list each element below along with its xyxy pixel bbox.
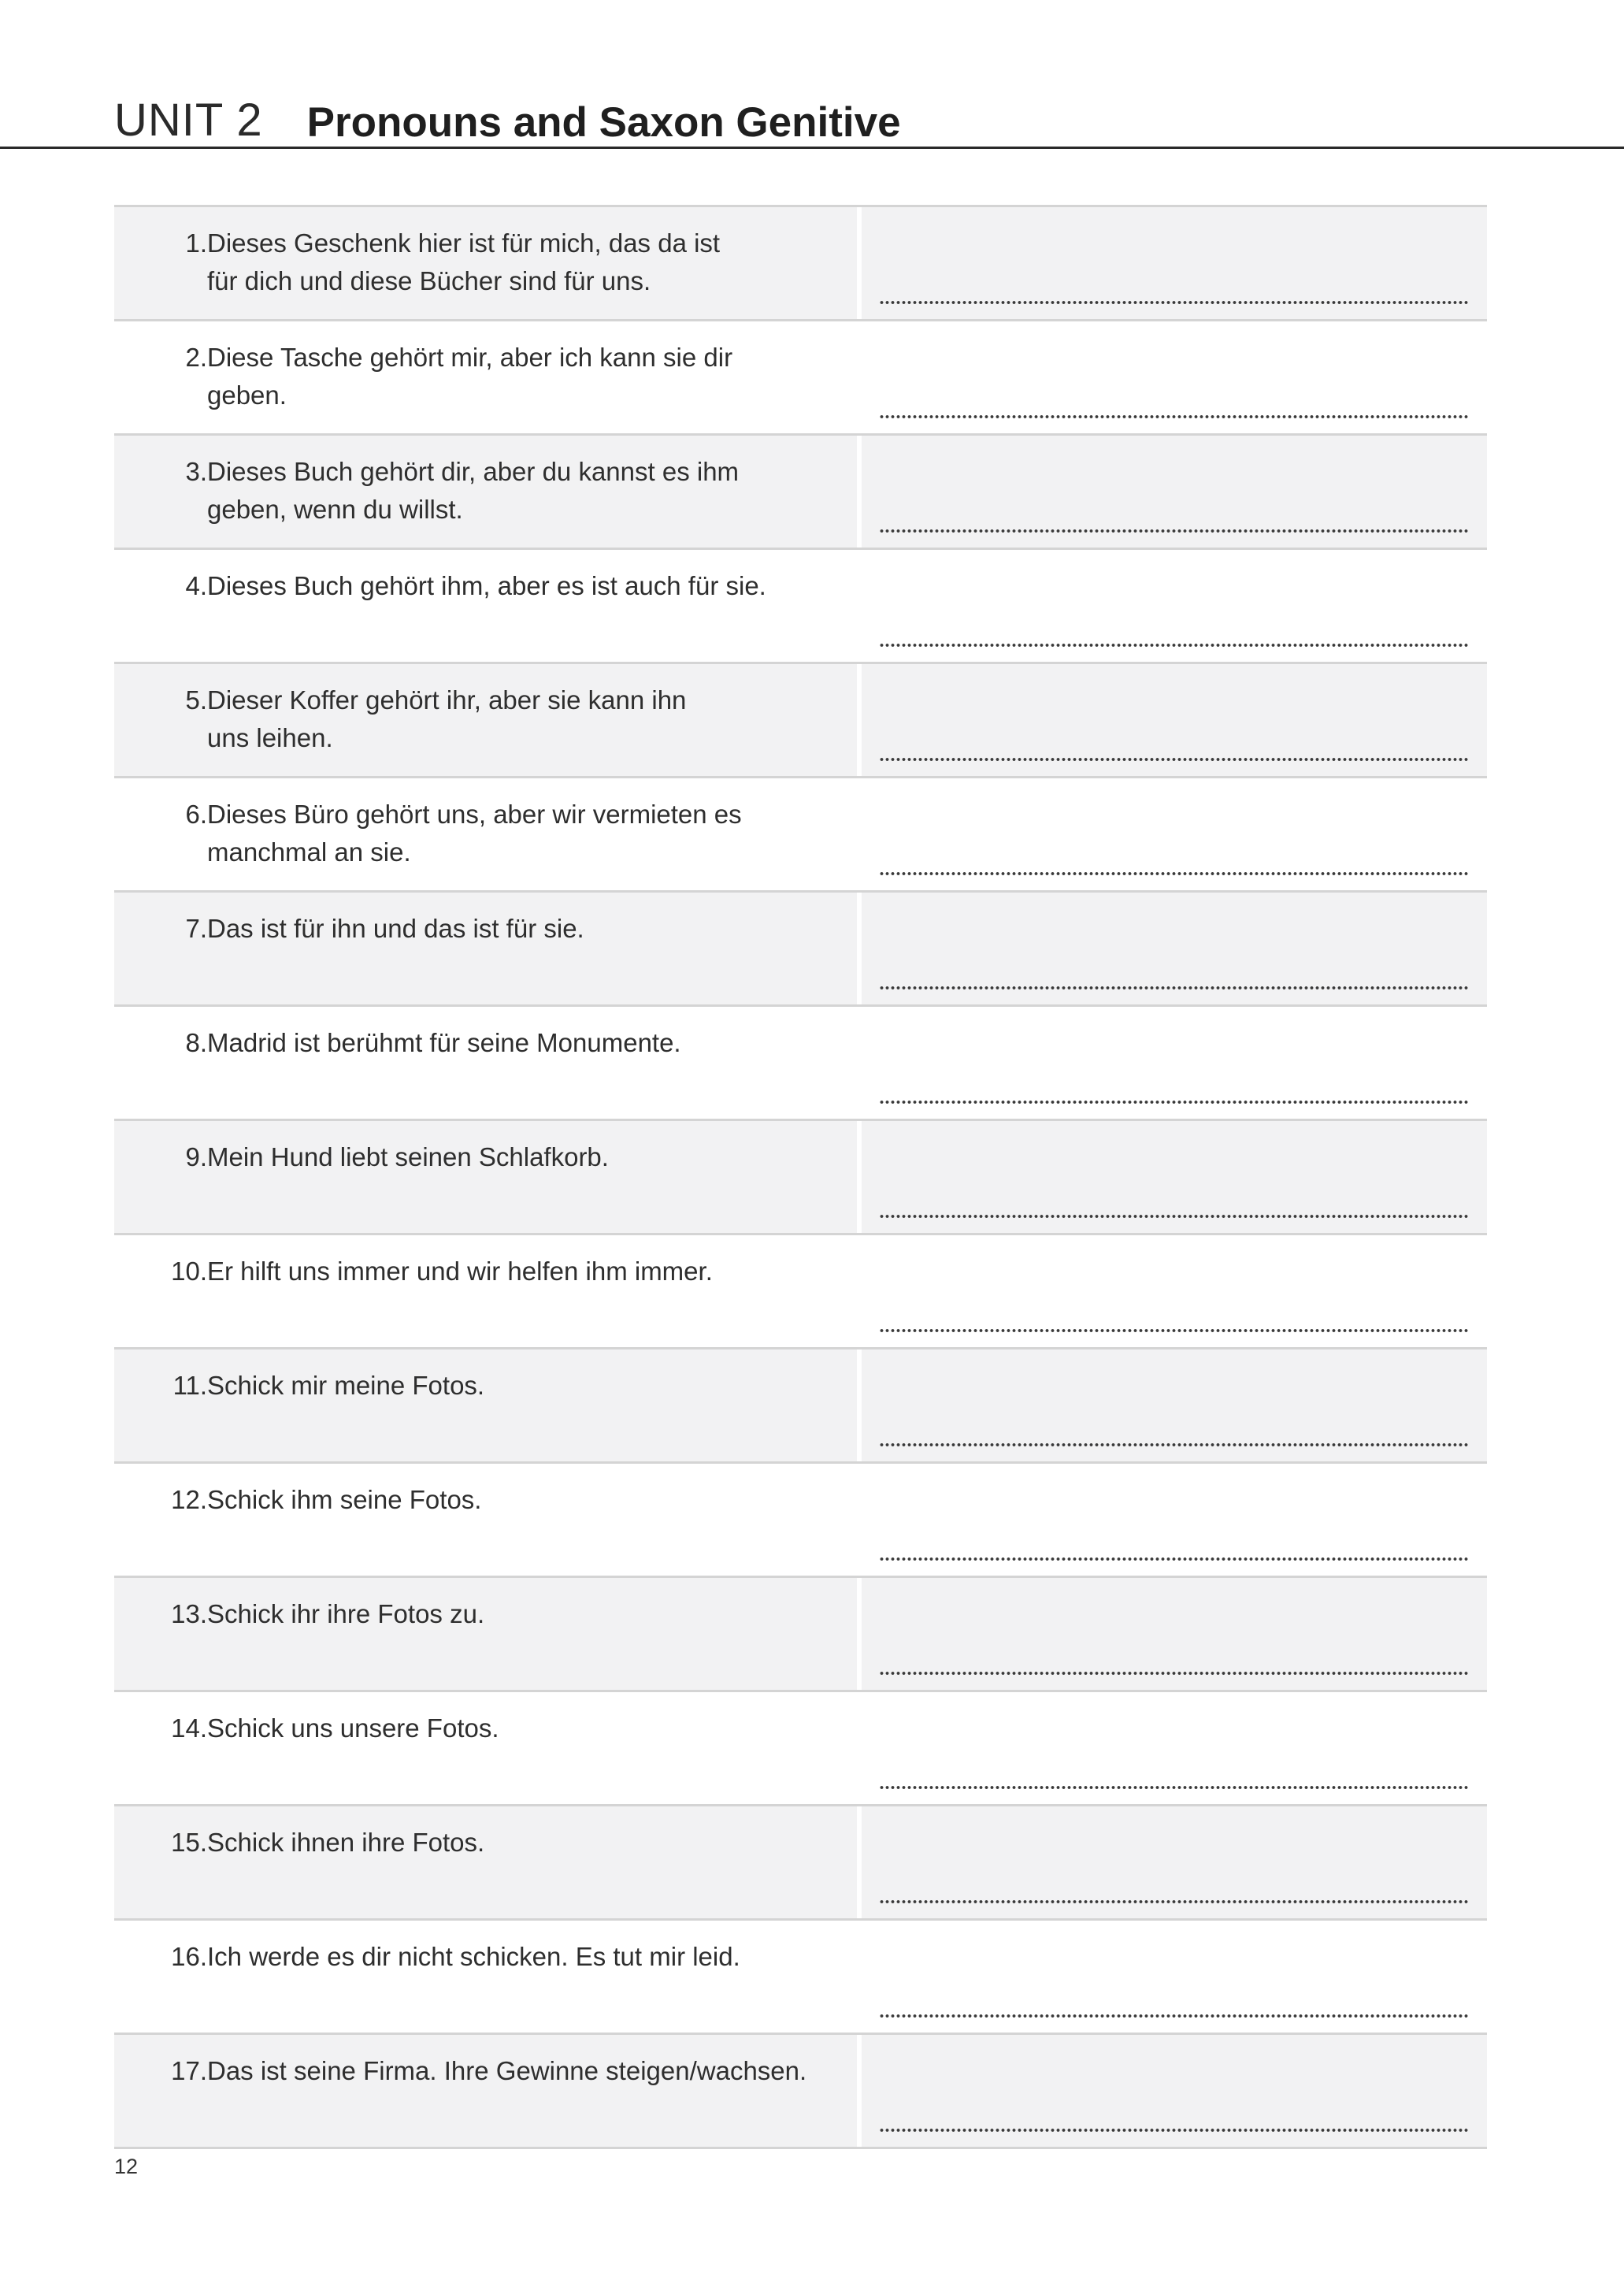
exercise-number: 4.: [185, 571, 207, 600]
exercise-row: [114, 1578, 1487, 1692]
exercise-number: 16.: [171, 1942, 207, 1971]
exercise-row: [114, 1349, 1487, 1464]
exercise-number: 7.: [185, 914, 207, 943]
answer-cell[interactable]: [862, 1921, 1487, 2033]
exercise-row: [114, 550, 1487, 664]
page-number: 12: [114, 2155, 139, 2178]
answer-dotted-line: [879, 2128, 1470, 2133]
exercise-number: 12.: [171, 1485, 207, 1514]
exercise-sentence: Dieses Buch gehört dir, aber du kannst es ihm geben, wenn du willst.: [207, 457, 740, 524]
exercise-prompt-cell: [114, 1007, 857, 1119]
exercise-row: [114, 207, 1487, 321]
exercise-sentence: Das ist für ihn und das ist für sie.: [207, 914, 584, 943]
exercise-prompt-cell: [114, 1464, 857, 1576]
exercise-number: 5.: [185, 685, 207, 715]
unit-title: Pronouns and Saxon Genitive: [306, 99, 901, 146]
exercise-sentence: Dieser Koffer gehört ihr, aber sie kann ihn uns leihen.: [207, 685, 687, 752]
answer-dotted-line: [879, 871, 1470, 876]
answer-cell[interactable]: [862, 1692, 1487, 1804]
exercise-sentence: Dieses Büro gehört uns, aber wir vermieten es manchmal an sie.: [207, 800, 742, 867]
exercise-row: [114, 321, 1487, 436]
exercise-prompt-cell: [114, 321, 857, 433]
exercise-prompt-cell: [114, 207, 857, 319]
exercise-number: 3.: [185, 457, 207, 486]
header-rule: [0, 147, 1624, 149]
answer-cell[interactable]: [862, 778, 1487, 890]
exercise-number: 9.: [185, 1142, 207, 1171]
answer-cell[interactable]: [862, 1806, 1487, 1918]
answer-cell[interactable]: [862, 436, 1487, 548]
answer-cell[interactable]: [862, 1464, 1487, 1576]
exercise-prompt-cell: [114, 664, 857, 776]
answer-dotted-line: [879, 414, 1470, 419]
exercise-sentence: Schick mir meine Fotos.: [207, 1371, 485, 1400]
exercise-number: 10.: [171, 1257, 207, 1286]
exercise-sentence: Schick uns unsere Fotos.: [207, 1713, 499, 1743]
exercise-row: [114, 1464, 1487, 1578]
exercise-number: 14.: [171, 1713, 207, 1743]
exercise-sentence: Madrid ist berühmt für seine Monumente.: [207, 1028, 681, 1057]
answer-cell[interactable]: [862, 321, 1487, 433]
exercise-row: [114, 1921, 1487, 2035]
exercise-number: 11.: [172, 1371, 207, 1400]
exercise-prompt-cell: [114, 436, 857, 548]
answer-dotted-line: [879, 300, 1470, 305]
answer-dotted-line: [879, 757, 1470, 762]
exercise-sentence: Schick ihr ihre Fotos zu.: [207, 1599, 485, 1628]
exercise-sentence: Er hilft uns immer und wir helfen ihm immer.: [207, 1257, 713, 1286]
answer-dotted-line: [879, 986, 1470, 990]
answer-cell[interactable]: [862, 893, 1487, 1004]
exercise-number: 15.: [171, 1828, 207, 1857]
answer-dotted-line: [879, 1899, 1470, 1904]
exercise-prompt-cell: [114, 2035, 857, 2147]
unit-label: UNIT 2: [114, 95, 263, 146]
exercise-sentence: Schick ihnen ihre Fotos.: [207, 1828, 485, 1857]
exercise-sentence: Mein Hund liebt seinen Schlafkorb.: [207, 1142, 609, 1171]
answer-dotted-line: [879, 1671, 1470, 1676]
exercise-prompt-cell: [114, 1235, 857, 1347]
exercise-row: [114, 1692, 1487, 1806]
exercise-prompt-cell: [114, 1692, 857, 1804]
exercise-number: 13.: [171, 1599, 207, 1628]
exercise-prompt-cell: [114, 1121, 857, 1233]
exercise-sentence: Schick ihm seine Fotos.: [207, 1485, 482, 1514]
exercise-row: [114, 1007, 1487, 1121]
exercise-row: [114, 778, 1487, 893]
exercise-prompt-cell: [114, 1921, 857, 2033]
answer-cell[interactable]: [862, 1121, 1487, 1233]
answer-dotted-line: [879, 643, 1470, 648]
answer-dotted-line: [879, 2014, 1470, 2018]
exercise-prompt-cell: [114, 1806, 857, 1918]
exercise-row: [114, 436, 1487, 550]
exercise-prompt-cell: [114, 893, 857, 1004]
answer-dotted-line: [879, 1785, 1470, 1790]
exercise-row: [114, 1235, 1487, 1349]
page-header: [114, 80, 901, 146]
exercise-number: 8.: [185, 1028, 207, 1057]
answer-cell[interactable]: [862, 207, 1487, 319]
answer-dotted-line: [879, 1100, 1470, 1104]
answer-cell[interactable]: [862, 1578, 1487, 1690]
exercise-prompt-cell: [114, 1578, 857, 1690]
exercise-number: 6.: [185, 800, 207, 829]
exercise-number: 17.: [171, 2056, 207, 2085]
exercise-sentence: Dieses Buch gehört ihm, aber es ist auch für sie.: [207, 571, 766, 600]
answer-dotted-line: [879, 1214, 1470, 1219]
answer-dotted-line: [879, 1442, 1470, 1447]
exercise-prompt-cell: [114, 778, 857, 890]
exercise-prompt-cell: [114, 550, 857, 662]
exercise-number: 2.: [185, 343, 207, 372]
answer-cell[interactable]: [862, 2035, 1487, 2147]
exercise-sentence: Das ist seine Firma. Ihre Gewinne steigen/wachsen.: [207, 2056, 807, 2085]
exercise-sentence: Dieses Geschenk hier ist für mich, das da ist für dich und diese Bücher sind für uns.: [207, 228, 721, 295]
exercise-sentence: Diese Tasche gehört mir, aber ich kann sie dir geben.: [207, 343, 733, 410]
answer-cell[interactable]: [862, 1235, 1487, 1347]
exercise-row: [114, 1806, 1487, 1921]
answer-dotted-line: [879, 529, 1470, 533]
exercise-row: [114, 2035, 1487, 2149]
exercise-row: [114, 664, 1487, 778]
answer-cell[interactable]: [862, 1349, 1487, 1461]
answer-cell[interactable]: [862, 550, 1487, 662]
answer-dotted-line: [879, 1328, 1470, 1333]
answer-cell[interactable]: [862, 664, 1487, 776]
exercise-sentence: Ich werde es dir nicht schicken. Es tut mir leid.: [207, 1942, 740, 1971]
exercise-row: [114, 893, 1487, 1007]
answer-cell[interactable]: [862, 1007, 1487, 1119]
exercise-table: [114, 205, 1487, 2149]
answer-dotted-line: [879, 1557, 1470, 1561]
exercise-number: 1.: [185, 228, 207, 258]
exercise-row: [114, 1121, 1487, 1235]
exercise-prompt-cell: [114, 1349, 857, 1461]
